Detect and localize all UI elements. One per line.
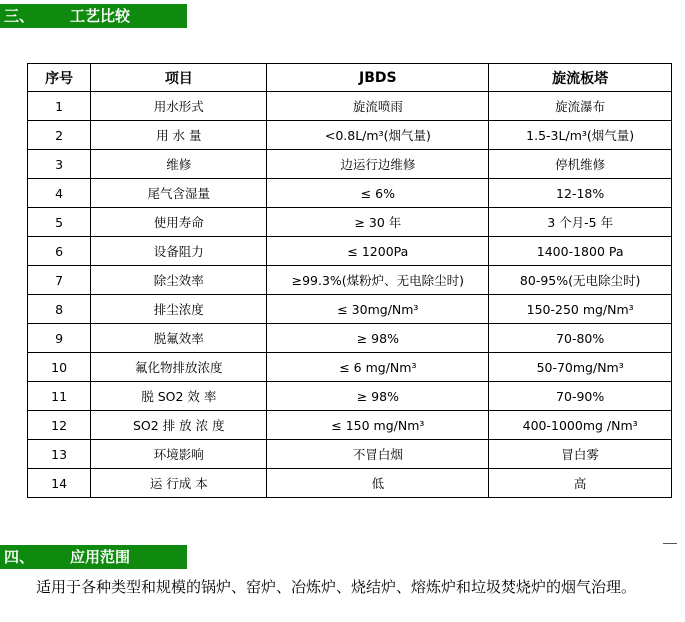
item-cell: SO2 排 放 浓 度 — [91, 411, 267, 440]
rotary-tower-cell: 高 — [489, 469, 672, 498]
table-row — [28, 295, 672, 324]
jbds-cell: 边运行边维修 — [267, 150, 489, 179]
jbds-cell: 低 — [267, 469, 489, 498]
jbds-cell: ≤ 6 mg/Nm³ — [267, 353, 489, 382]
jbds-cell: 旋流喷雨 — [267, 92, 489, 121]
jbds-cell: ≥99.3%(煤粉炉、无电除尘时) — [267, 266, 489, 295]
row-index-cell: 7 — [28, 266, 91, 295]
rotary-tower-cell: 12-18% — [489, 179, 672, 208]
row-index-cell: 4 — [28, 179, 91, 208]
rotary-tower-cell: 3 个月-5 年 — [489, 208, 672, 237]
section-title: 应用范围 — [70, 548, 131, 566]
item-cell: 氟化物排放浓度 — [91, 353, 267, 382]
divider — [663, 543, 677, 544]
table-row — [28, 179, 672, 208]
row-index-cell: 11 — [28, 382, 91, 411]
table-row — [28, 150, 672, 179]
jbds-cell: ≥ 98% — [267, 382, 489, 411]
table-row — [28, 266, 672, 295]
item-cell: 用 水 量 — [91, 121, 267, 150]
jbds-cell: 不冒白烟 — [267, 440, 489, 469]
table-header-row — [28, 64, 672, 92]
section-number: 三、 — [4, 7, 35, 25]
table-row — [28, 411, 672, 440]
rotary-tower-cell: 1400-1800 Pa — [489, 237, 672, 266]
jbds-cell: ≤ 30mg/Nm³ — [267, 295, 489, 324]
row-index-cell: 6 — [28, 237, 91, 266]
rotary-tower-cell: 80-95%(无电除尘时) — [489, 266, 672, 295]
header-index: 序号 — [28, 64, 91, 92]
header-item: 项目 — [91, 64, 267, 92]
rotary-tower-cell: 70-80% — [489, 324, 672, 353]
rotary-tower-cell: 冒白雾 — [489, 440, 672, 469]
row-index-cell: 9 — [28, 324, 91, 353]
table-row — [28, 469, 672, 498]
table-body — [28, 92, 672, 498]
rotary-tower-cell: 停机维修 — [489, 150, 672, 179]
item-cell: 排尘浓度 — [91, 295, 267, 324]
jbds-cell: ≤ 1200Pa — [267, 237, 489, 266]
item-cell: 设备阻力 — [91, 237, 267, 266]
rotary-tower-cell: 150-250 mg/Nm³ — [489, 295, 672, 324]
rotary-tower-cell: 70-90% — [489, 382, 672, 411]
section-number: 四、 — [4, 548, 35, 566]
comparison-table — [27, 63, 672, 498]
item-cell: 脱 SO2 效 率 — [91, 382, 267, 411]
rotary-tower-cell: 400-1000mg /Nm³ — [489, 411, 672, 440]
table-row — [28, 92, 672, 121]
table-row — [28, 324, 672, 353]
rotary-tower-cell: 1.5-3L/m³(烟气量) — [489, 121, 672, 150]
row-index-cell: 1 — [28, 92, 91, 121]
section-title: 工艺比较 — [70, 7, 131, 25]
table-row — [28, 353, 672, 382]
item-cell: 除尘效率 — [91, 266, 267, 295]
item-cell: 运 行成 本 — [91, 469, 267, 498]
row-index-cell: 8 — [28, 295, 91, 324]
row-index-cell: 12 — [28, 411, 91, 440]
row-index-cell: 5 — [28, 208, 91, 237]
rotary-tower-cell: 50-70mg/Nm³ — [489, 353, 672, 382]
jbds-cell: ≤ 6% — [267, 179, 489, 208]
header-jbds: JBDS — [267, 64, 489, 92]
table-row — [28, 382, 672, 411]
table-row — [28, 440, 672, 469]
jbds-cell: ≤ 150 mg/Nm³ — [267, 411, 489, 440]
row-index-cell: 13 — [28, 440, 91, 469]
application-paragraph: 适用于各种类型和规模的锅炉、窑炉、冶炼炉、烧结炉、熔炼炉和垃圾焚烧炉的烟气治理。 — [36, 578, 637, 596]
item-cell: 脱氟效率 — [91, 324, 267, 353]
item-cell: 尾气含湿量 — [91, 179, 267, 208]
row-index-cell: 3 — [28, 150, 91, 179]
item-cell: 维修 — [91, 150, 267, 179]
table-row — [28, 237, 672, 266]
table-row — [28, 208, 672, 237]
item-cell: 用水形式 — [91, 92, 267, 121]
section-header-process-comparison — [0, 4, 187, 28]
jbds-cell: ≥ 30 年 — [267, 208, 489, 237]
row-index-cell: 2 — [28, 121, 91, 150]
item-cell: 使用寿命 — [91, 208, 267, 237]
item-cell: 环境影响 — [91, 440, 267, 469]
jbds-cell: ≥ 98% — [267, 324, 489, 353]
row-index-cell: 10 — [28, 353, 91, 382]
rotary-tower-cell: 旋流瀑布 — [489, 92, 672, 121]
section-header-application-scope — [0, 545, 187, 569]
table-row — [28, 121, 672, 150]
jbds-cell: <0.8L/m³(烟气量) — [267, 121, 489, 150]
header-rotary-tower: 旋流板塔 — [489, 64, 672, 92]
row-index-cell: 14 — [28, 469, 91, 498]
